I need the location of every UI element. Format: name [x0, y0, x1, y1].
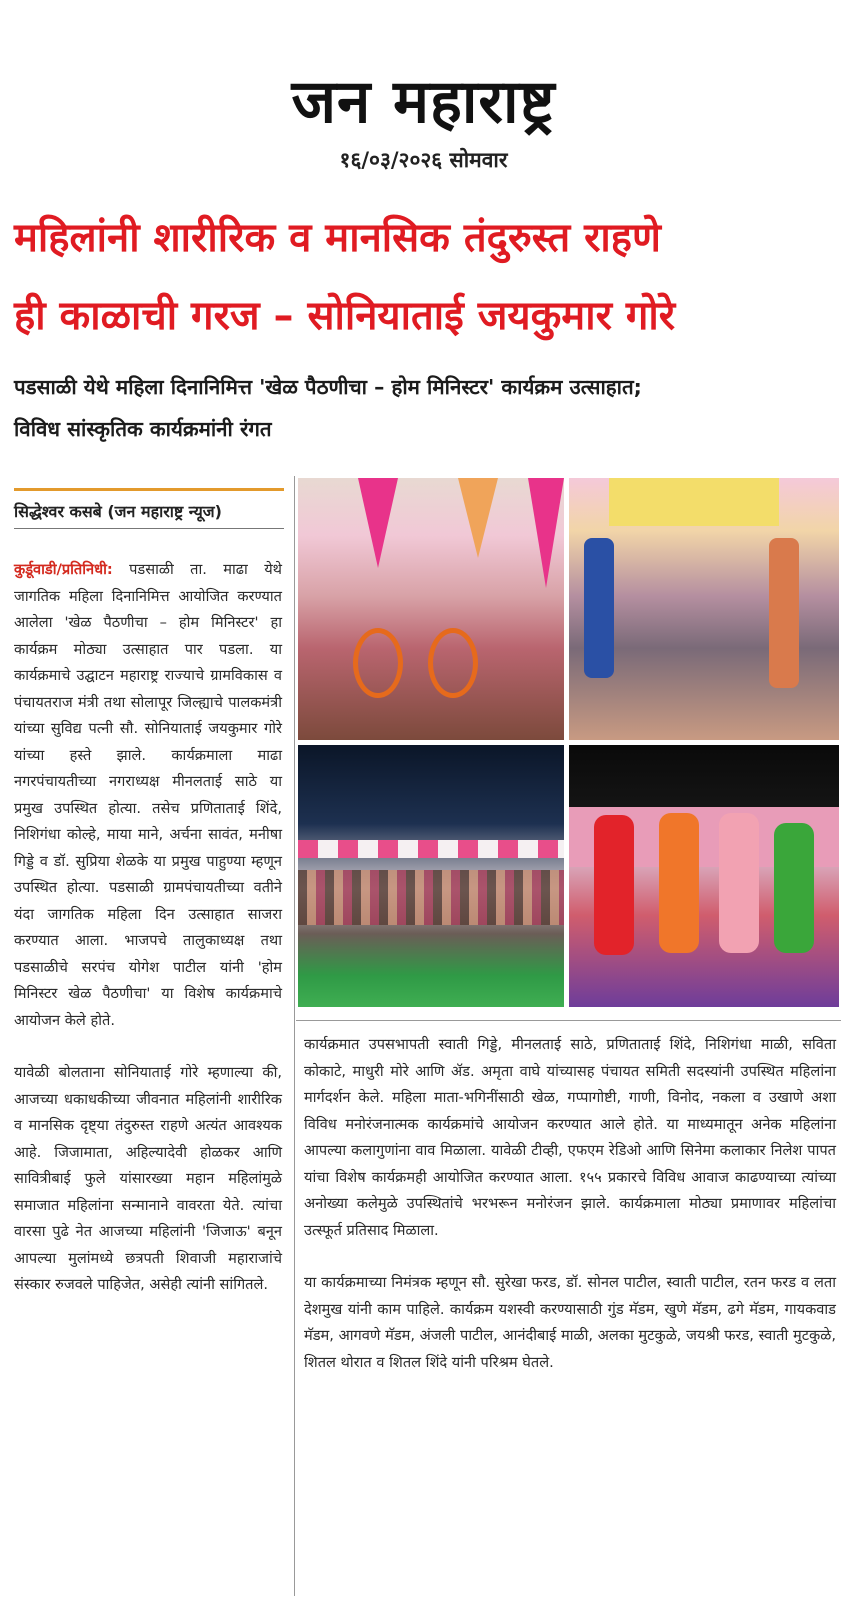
subheadline-line-1: पडसाळी येथे महिला दिनानिमित्त 'खेळ पैठणीचा – होम मिनिस्टर' कार्यक्रम उत्साहात;: [14, 375, 642, 399]
photo-bottom-rule: [296, 1020, 841, 1021]
photo-women-with-banner: [569, 745, 839, 1007]
article-paragraph: यावेळी बोलताना सोनियाताई गोरे म्हणाल्या की, आजच्या धकाधकीच्या जीवनात महिलांनी शारीरिक व मानसिक दृष्ट्या तंदुरुस्त राहणे अत्यंत आवश्यक आहे. जिजामाता, अहिल्यादेवी होळकर आणि सावित्रीबाई फुले यांसारख्या महान महिलांमुळे समाजात महिलांना सन्मानाने वावरता येते. त्यांचा वारसा पुढे नेत आजच्या महिलांनी 'जिजाऊ' बनून आपल्या मुलांमध्ये छत्रपती शिवाजी महाराजांचे संस्कार रुजवले पाहिजेत, असेही त्यांनी सांगितले.: [14, 1064, 282, 1293]
headline-line-2: ही काळाची गरज – सोनियाताई जयकुमार गोरे: [14, 293, 676, 339]
dateline-lead: कुर्डूवाडी/प्रतिनिधी:: [14, 561, 113, 578]
byline-accent-rule: [14, 488, 284, 491]
article-right-column: [304, 1032, 836, 1402]
article-paragraph: कार्यक्रमात उपसभापती स्वाती गिड्डे, मीनलताई साठे, प्रणिताताई शिंदे, निशिगंधा माळी, सविता कोकाटे, माधुरी मोरे आणि ॲड. अमृता वाघे यांच्यासह पंचायत समिती सदस्यांनी उपस्थित महिलांना मार्गदर्शन केले. महिला माता-भगिनींसाठी खेळ, गप्पागोष्टी, गाणी, विनोद, नकला व उखाणे अशा विविध मनोरंजनात्मक कार्यक्रमांचे आयोजन करण्यात आले होते. या माध्यमातून अनेक महिलांना आपल्या कलागुणांना वाव मिळाला. यावेळी टीव्ही, एफएम रेडिओ आणि सिनेमा कलाकार निलेश पापत यांचा विशेष कार्यक्रमही आयोजित करण्यात आला. १५५ प्रकारचे विविध आवाज काढण्याच्या त्यांच्या अनोख्या कलेमुळे उपस्थितांचे भरभरून मनोरंजन झाले. कार्यक्रमाला मोठ्या प्रमाणावर महिलांचा उत्स्फूर्त प्रतिसाद मिळाला.: [304, 1036, 836, 1239]
byline: सिद्धेश्वर कसबे (जन महाराष्ट्र न्यूज): [14, 502, 222, 521]
paragraph-text: पडसाळी ता. माढा येथे जागतिक महिला दिनानिमित्त आयोजित करण्यात आलेला 'खेळ पैठणीचा – होम मिनिस्टर' हा कार्यक्रम मोठ्या उत्साहात पार पडला. या कार्यक्रमाचे उद्घाटन महाराष्ट्र राज्याचे ग्रामविकास व पंचायतराज मंत्री तथा सोलापूर जिल्ह्याचे पालकमंत्री यांच्या सुविद्य पत्नी सौ. सोनियाताई जयकुमार गोरे यांच्या हस्ते झाले. कार्यक्रमाला माढा नगरपंचायतीच्या नगराध्यक्ष मीनलताई साठे या प्रमुख उपस्थित होत्या. तसेच प्रणिताताई शिंदे, निशिगंधा कोल्हे, माया माने, अर्चना सावंत, मनीषा गिड्डे व डॉ. सुप्रिया शेळके या प्रमुख पाहुण्या म्हणून उपस्थित होत्या. पडसाळी ग्रामपंचायतीच्या वतीने यंदा जागतिक महिला दिन उत्साहात साजरा करण्यात आला. भाजपचे तालुकाध्यक्ष तथा पडसाळीचे सरपंच योगेश पाटील यांनी 'होम मिनिस्टर खेळ पैठणीचा' या विशेष कार्यक्रमाचे आयोजन केले होते.: [14, 561, 283, 1029]
subheadline-line-2: विविध सांस्कृतिक कार्यक्रमांनी रंगत: [14, 417, 272, 441]
newspaper-masthead: जन महाराष्ट्र: [291, 67, 556, 137]
column-divider: [294, 476, 295, 1596]
byline-rule: [14, 528, 284, 529]
article-paragraph: [14, 557, 282, 1034]
headline-line-1: महिलांनी शारीरिक व मानसिक तंदुरुस्त राहणे: [14, 215, 661, 261]
dateline: १६/०३/२०२६ सोमवार: [339, 148, 508, 172]
photo-night-crowd-group: [298, 745, 564, 1007]
photo-prize-presentation: [569, 478, 839, 740]
article-paragraph: या कार्यक्रमाच्या निमंत्रक म्हणून सौ. सुरेखा फरड, डॉ. सोनल पाटील, स्वाती पाटील, रतन फरड व लता देशमुख यांनी काम पाहिले. कार्यक्रम यशस्वी करण्यासाठी गुंड मॅडम, खुणे मॅडम, ढगे मॅडम, गायकवाड मॅडम, आगवणे मॅडम, अंजली पाटील, आनंदीबाई माळी, अलका मुटकुळे, जयश्री फरड, स्वाती मुटकुळे, शितल थोरात व शितल शिंदे यांनी परिश्रम घेतले.: [304, 1274, 836, 1371]
subheadline: [14, 366, 834, 450]
photo-women-guests-stage: [298, 478, 564, 740]
article-left-column: [14, 557, 282, 1325]
